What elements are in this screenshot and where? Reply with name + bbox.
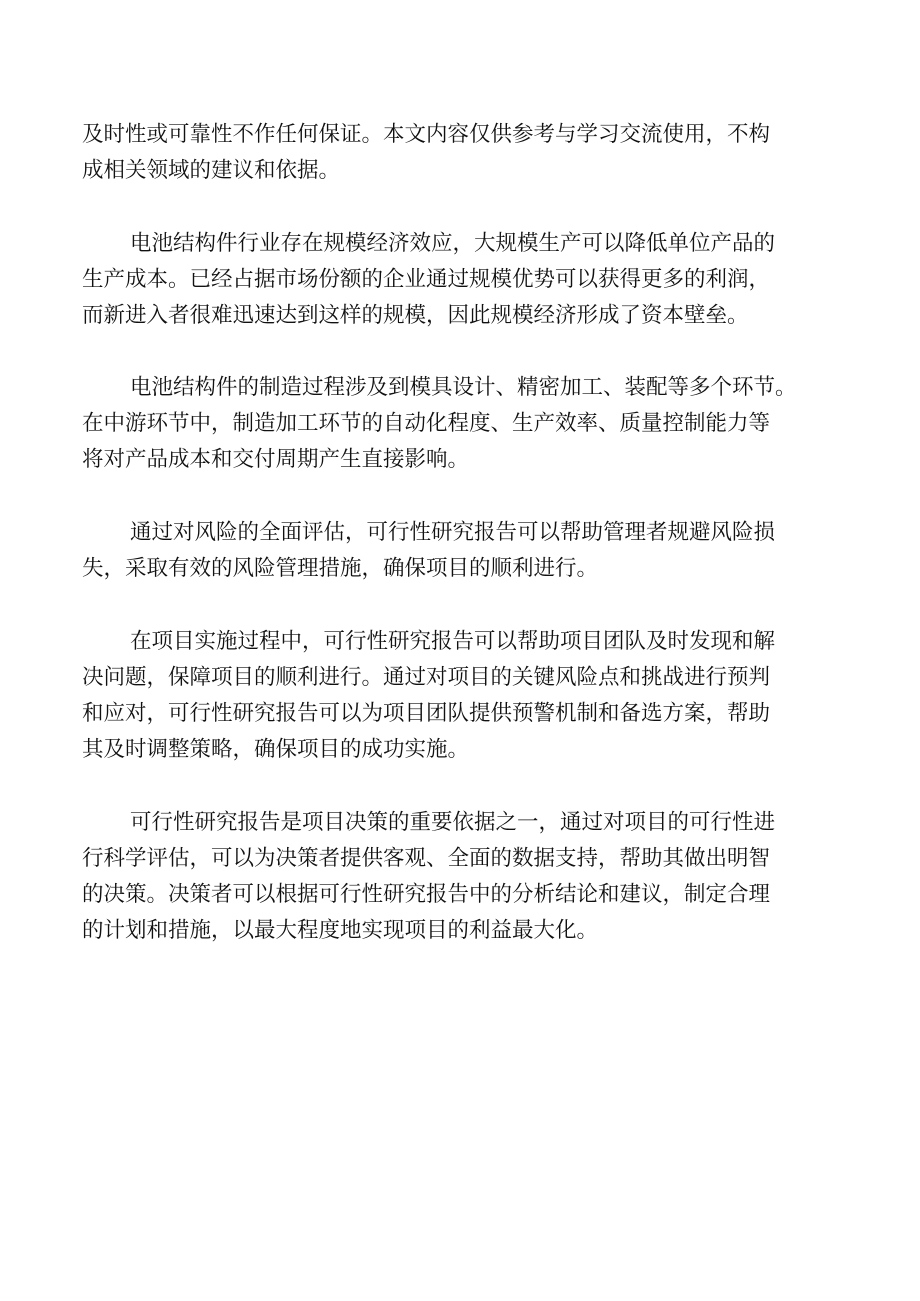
paragraph-project-implementation: [82, 624, 842, 768]
document-body: [82, 117, 842, 949]
text-line: 和应对，可行性研究报告可以为项目团队提供预警机制和备选方案，帮助: [82, 701, 771, 726]
text-line: 失，采取有效的风险管理措施，确保项目的顺利进行。: [82, 556, 599, 581]
text-line: 其及时调整策略，确保项目的成功实施。: [82, 737, 470, 762]
paragraph-decision-basis: [82, 805, 842, 949]
text-line: 行科学评估，可以为决策者提供客观、全面的数据支持，帮助其做出明智: [82, 846, 771, 871]
text-line: 通过对风险的全面评估，可行性研究报告可以帮助管理者规避风险损: [130, 520, 776, 545]
text-line: 在项目实施过程中，可行性研究报告可以帮助项目团队及时发现和解: [130, 629, 776, 654]
text-line: 可行性研究报告是项目决策的重要依据之一，通过对项目的可行性进: [130, 810, 776, 835]
text-line: 的计划和措施，以最大程度地实现项目的利益最大化。: [82, 918, 599, 943]
text-line: 决问题，保障项目的顺利进行。通过对项目的关键风险点和挑战进行预判: [82, 665, 771, 690]
text-line: 而新进入者很难迅速达到这样的规模，因此规模经济形成了资本壁垒。: [82, 303, 749, 328]
paragraph-manufacturing-process: [82, 370, 842, 478]
text-line: 电池结构件行业存在规模经济效应，大规模生产可以降低单位产品的: [130, 231, 776, 256]
text-line: 在中游环节中，制造加工环节的自动化程度、生产效率、质量控制能力等: [82, 411, 771, 436]
paragraph-economies-of-scale: [82, 226, 842, 334]
text-line: 及时性或可靠性不作任何保证。本文内容仅供参考与学习交流使用，不构: [82, 122, 771, 147]
text-line: 的决策。决策者可以根据可行性研究报告中的分析结论和建议，制定合理: [82, 882, 771, 907]
paragraph-risk-assessment: [82, 515, 842, 587]
text-line: 生产成本。已经占据市场份额的企业通过规模优势可以获得更多的利润，: [82, 267, 771, 292]
text-line: 电池结构件的制造过程涉及到模具设计、精密加工、装配等多个环节。: [130, 375, 797, 400]
paragraph-disclaimer-continuation: [82, 117, 842, 189]
text-line: 将对产品成本和交付周期产生直接影响。: [82, 447, 470, 472]
text-line: 成相关领域的建议和依据。: [82, 158, 341, 183]
